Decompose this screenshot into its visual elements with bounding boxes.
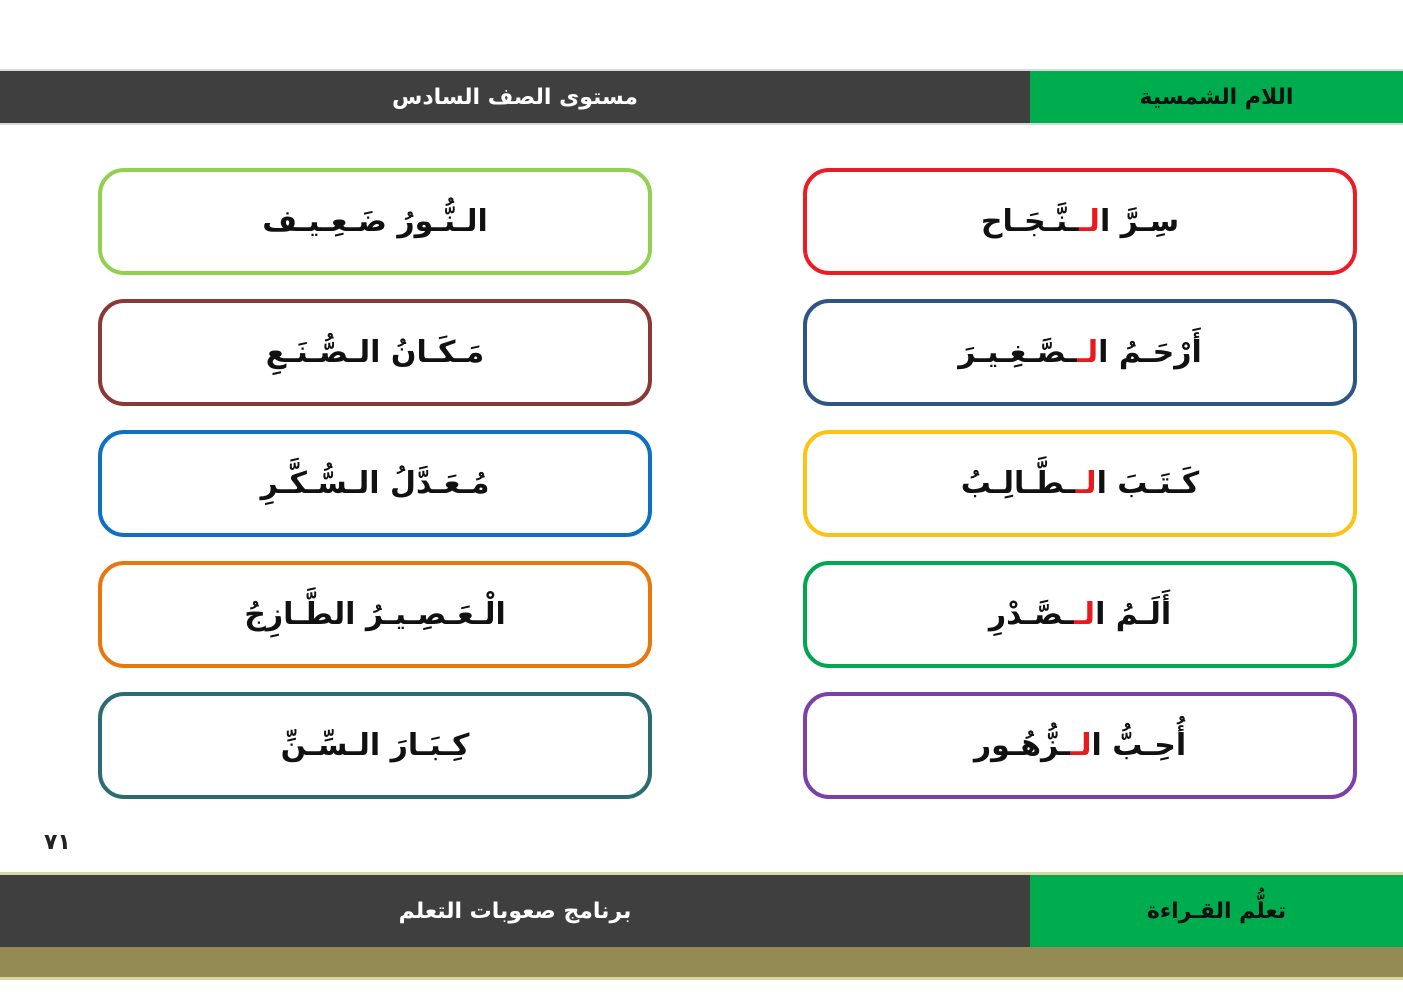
footer-series-section bbox=[1030, 875, 1403, 947]
header-bar bbox=[0, 69, 1403, 125]
phrase-card-right-2 bbox=[803, 299, 1357, 406]
header-grade-section bbox=[0, 71, 1030, 123]
phrase-card-right-3 bbox=[803, 430, 1357, 537]
phrase-text: أُحِـبُّ ا bbox=[1091, 727, 1187, 763]
footer-program-section bbox=[0, 875, 1030, 947]
phrase-text: ـصَّـدْرِ bbox=[988, 596, 1074, 632]
phrase-text: ـطَّـالِـبُ bbox=[960, 465, 1076, 501]
phrase-text: ـنَّـجَـاح bbox=[980, 203, 1079, 239]
phrase-card-left-5 bbox=[98, 692, 652, 799]
phrase-card-right-1 bbox=[803, 168, 1357, 275]
solar-lam-highlight: لـ bbox=[1076, 334, 1099, 370]
phrase-card-left-4 bbox=[98, 561, 652, 668]
phrase-cards-grid bbox=[98, 168, 1357, 799]
phrase-card-left-2 bbox=[98, 299, 652, 406]
footer-bar bbox=[0, 872, 1403, 947]
phrase-text: كِـبَـارَ الـسِّـنِّ bbox=[280, 727, 470, 763]
phrase-text: أَلَـمُ ا bbox=[1095, 596, 1172, 632]
phrase-card-right-5 bbox=[803, 692, 1357, 799]
phrase-text: الـنُّـورُ ضَـعِـيـف bbox=[262, 203, 488, 239]
solar-lam-highlight: لـ bbox=[1073, 596, 1096, 632]
lesson-topic-label: اللام الشمسية bbox=[1139, 84, 1294, 110]
phrase-text: ـصَّـغِـيـرَ bbox=[958, 334, 1077, 370]
phrase-text: سِـرَّ ا bbox=[1099, 203, 1180, 239]
solar-lam-highlight: لـ bbox=[1069, 727, 1092, 763]
grade-level-label: مستوى الصف السادس bbox=[391, 84, 639, 110]
footer-accent-bar bbox=[0, 947, 1403, 980]
program-name-label: برنامج صعوبات التعلم bbox=[398, 898, 632, 924]
solar-lam-highlight: لـ bbox=[1075, 465, 1097, 501]
solar-lam-highlight: لـ bbox=[1078, 203, 1100, 239]
phrase-text: أَرْحَـمُ ا bbox=[1098, 334, 1202, 370]
phrase-text: ـزُّهُـور bbox=[973, 727, 1070, 763]
phrase-text: الْـعَـصِـيـرُ الطَّـازِجُ bbox=[244, 596, 506, 632]
phrase-text: كَـتَـبَ ا bbox=[1096, 465, 1200, 501]
phrase-card-left-3 bbox=[98, 430, 652, 537]
page-number: ٧١ bbox=[44, 830, 71, 855]
phrase-text: مَـكَـانُ الـصُّـنَـعِ bbox=[265, 334, 485, 370]
header-topic-section bbox=[1030, 71, 1403, 123]
phrase-card-right-4 bbox=[803, 561, 1357, 668]
phrase-text: مُـعَـدَّلُ الـسُّـكَّـرِ bbox=[260, 465, 490, 501]
series-name-label: تعلُّم القـراءة bbox=[1146, 898, 1287, 924]
phrase-card-left-1 bbox=[98, 168, 652, 275]
